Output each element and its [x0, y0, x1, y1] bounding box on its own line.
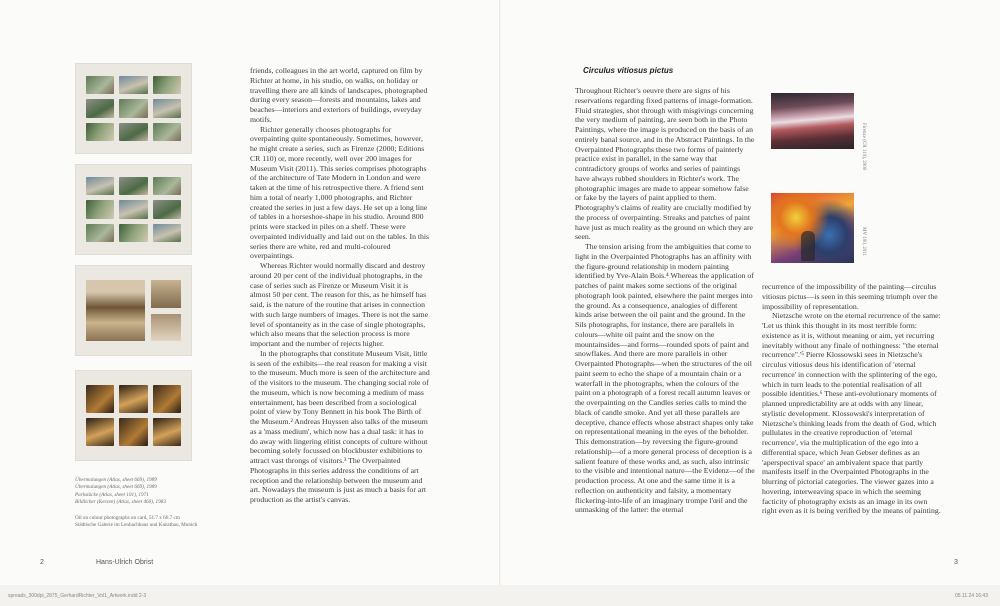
paragraph: Throughout Richter's oeuvre there are signs of his reservations regarding fixed patterns of image-formation. Fluid strategies, shot through with misgivings concerning the very medium of painting, are seen both in the Photo Paintings, where the image is produced on the basis of an entirely banal source, and in the Abstract Paintings. In the Overpainted Photographs these two forms of painterly practice exist in parallel, in the same way that contradictory groups of works and series of paintings have always rubbed shoulders in Richter's work. The photographic images are made to appear somehow false or fake by the layers of paint applied to them. Photography's claims of reality are crucially modified by the process of overpainting. Streaks and patches of paint have just as much reality as the ground on which they are seen.	[575, 86, 755, 242]
slug-timestamp: 05.11.24 16:43	[955, 593, 988, 599]
right-body-column-1	[575, 86, 755, 515]
image-caption-vertical: MV 100, 2011	[861, 227, 866, 257]
paragraph: Richter generally chooses photographs for overpainting quite spontaneously. Sometimes, however, he might create a series, such as Firenze (2000; Editions CR 110) or, more recently, well over 200 images for Museum Visit (2011). This series comprises photographs of the architecture of Tate Modern in London and were taken at the time of his retrospective there. A friend sent him a total of nearly 1,000 photographs, and Richter created the series in just a few days. He set up a long line of tables in a horseshoe-shape in his studio. Around 800 prints were stacked in piles on a shelf. These were overpainted individually and laid out on the tables. In this series there are white, red and multi-coloured overpaintings.	[250, 124, 430, 261]
thumbnail-landscapes-1	[75, 63, 192, 154]
image-firenze	[771, 93, 854, 149]
image-captions: Übermalungen (Atlas, sheet 669), 1989 Übermalungen (Atlas, sheet 669), 1989 Parkstücke (Atlas, sheet 101), 1971 Bildlicher (Kerzen) (Atlas, sheet 460), 1983	[75, 477, 166, 505]
paragraph: recurrence of the impossibility of the painting—circulus vitiosus pictus—is seen in this seeming triumph over the impossibility of representation.	[762, 282, 938, 311]
image-credits: Oil on colour photographs on card, 51.7 x 66.7 cm Städtische Galerie im Lenbachhaus und Kunstbau, Munich	[75, 515, 198, 529]
section-heading: Circulus vitiosus pictus	[583, 66, 674, 75]
left-body-column	[250, 66, 430, 505]
image-caption-vertical: Firenze (CR 110), 2000	[861, 123, 866, 171]
paragraph: Nietzsche wrote on the eternal recurrence of the same: 'Let us think this thought in its most terrible form: existence as it is, without meaning or aim, yet recurring inevitably without any finale of nothingness: "the eternal recurrence".'⁵ Pierre Klossowski sees in Nietzsche's circulus vitiosus deus his identification of 'eternal recurrence' in connection with the splintering of the ego, which in turn leads to the potential realisation of all possible identities.⁶ These anti-evolutionary moments of planned unpredictability are at odds with any linear, stylistic development. Klossowski's interpretation of Nietzsche's thinking leads from the death of God, which pullulates in the creative reproduction of 'eternal recurrence', via the multiplication of the ego into a differential space, which Jean Gebser defines as an 'aperspectival space' an ambivalent space that partly manifests itself in the Overpainted Photographs in the blurring of pictorial categories. The viewer gazes into a hovering, interweaving space in which the seeming facticity of photography exists as an image in its own right even as it is being verified by the means of painting.	[762, 311, 941, 516]
running-author: Hans-Ulrich Obrist	[96, 559, 154, 566]
image-museum-visit	[771, 193, 854, 263]
thumbnail-candles	[75, 370, 192, 461]
paragraph: Whereas Richter would normally discard and destroy around 20 per cent of the individual photographs, in the case of series such as Firenze or Museum Visit it is almost 50 per cent. The reason for this, as he himself has said, is the nature of the routine that arises in connection with such large numbers of images. There is not the same level of spontaneity as in the case of single photographs, which also means that the selection process is more important and the number of rejects higher.	[250, 261, 429, 348]
thumbnail-landscapes-2	[75, 164, 192, 255]
paragraph: The tension arising from the ambiguities that come to light in the Overpainted Photographs has an affinity with the figure-ground relationship in modern painting identified by Yve-Alain Bois.⁴ Whereas the application of patches of paint makes some sections of the original photograph look painted, elsewhere the paint merges into the ground. As a consequence, analogies of different kinds arise between the oil paint and the ground. In the Sils photographs, for instance, there are parallels in colours—white oil paint and the snow on the mountainsides—and forms—rounded spots of paint and snowflakes. And there are more parallels in other Overpainted Photographs—when the structures of the oil paint seem to echo the shape of a mountain chain or a waterfall in the photographs, when the colours of the paint on a photograph of a forest recall autumn leaves or the overpainting on the Candles series calls to mind the black of candle smoke. And yet all these parallels are deceptive, chance effects whose abstract shapes only take on representational meaning in the eyes of the beholder. This demonstration—by reversing the figure-ground relationship—of a more general process of deception is a salient feature of these works and, as such, also intrinsic to the visible and intentional nature—the Evidenz—of the production process. At one and the same time it is a reflection on authenticity and falsity, a momentary flickering-into-life of an imaginary trompe l'œil and the unmasking of the latter: the eternal	[575, 242, 755, 515]
page-number-right: 3	[954, 559, 958, 566]
right-body-column-2	[762, 282, 944, 516]
print-slug	[0, 585, 1000, 606]
slug-filename: spreads_300dpi_2875_GerhardRichter_Vol1_Artwork.indd 2-3	[8, 593, 147, 599]
gutter	[499, 0, 501, 585]
paragraph: In the photographs that constitute Museum Visit, little is seen of the exhibits—the real reason for making a visit to the museum. Much more is seen of the architecture and of the visitors to the museum. The changing social role of the museum, which is now becoming a medium of mass entertainment, has been described from a sociological point of view by Tony Bennett in his book The Birth of the Museum.² Andreas Huyssen also talks of the museum as a 'mass medium', which now has a dual task: it has to do away with lingering elitist concepts of culture without becoming solely focussed on blockbuster exhibitions to attract vast throngs of visitors.³ The Overpainted Photographs in this series address the conditions of art reception and the relationship between the museum and art. Nowadays the museum is just as much a basis for art production as the artist's canvas.	[250, 348, 430, 504]
paragraph: friends, colleagues in the art world, captured on film by Richter at home, in his studio, on walks, on holiday or travelling there are all kinds of landscapes, photographed during every season—forests and mountains, lakes and beaches—interiors and exteriors of buildings, everyday motifs.	[250, 66, 428, 124]
page-number-left: 2	[40, 559, 44, 566]
thumbnail-interiors	[75, 265, 192, 356]
